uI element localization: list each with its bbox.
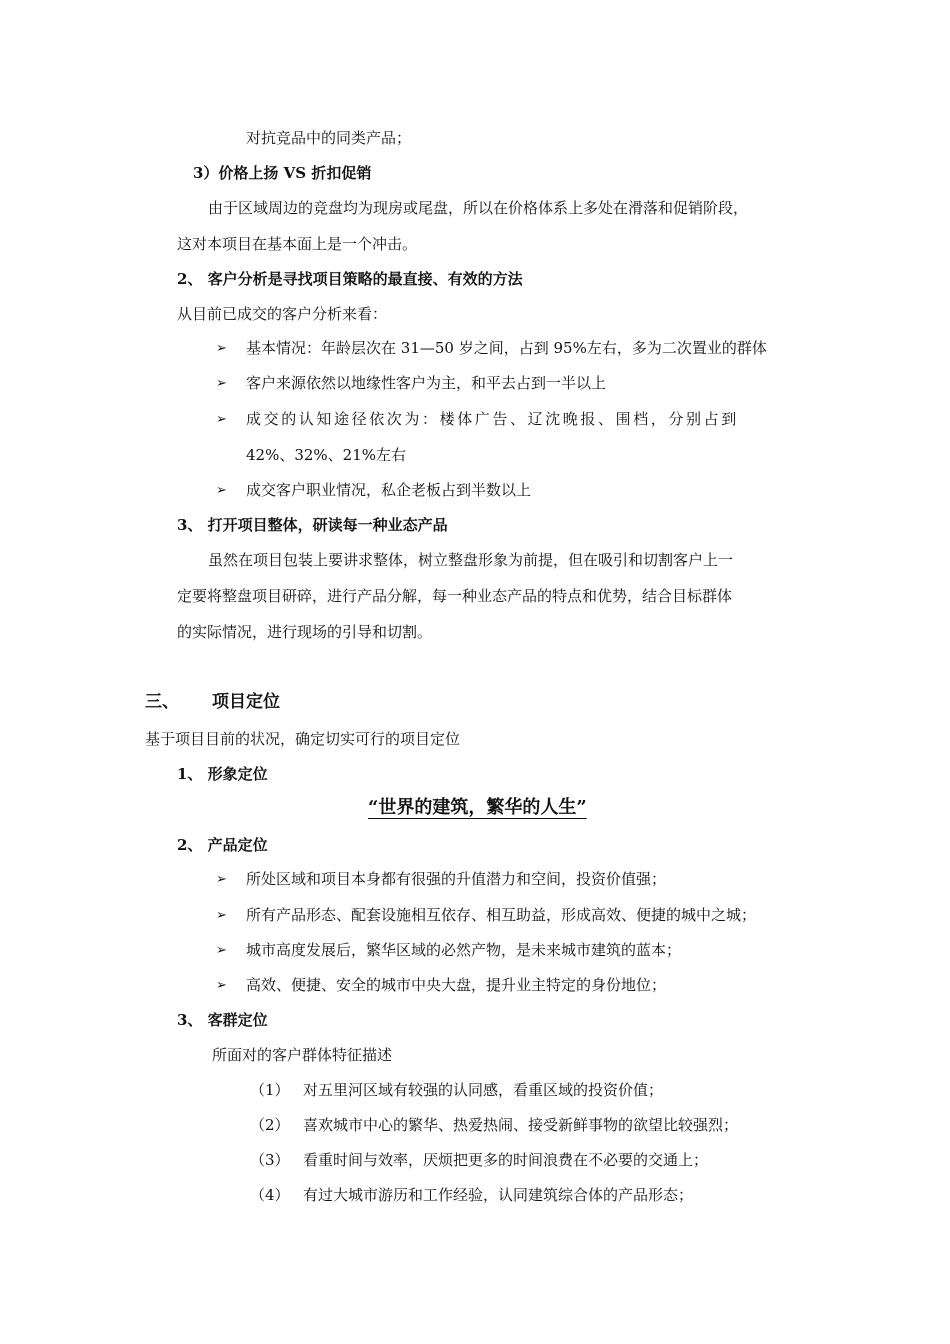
section-heading-2: 2、 客户分析是寻找项目策略的最直接、有效的方法 bbox=[177, 270, 523, 288]
list-item: 高效、便捷、安全的城市中央大盘，提升业主特定的身份地位； bbox=[246, 976, 667, 994]
paragraph-text: 基于项目目前的状况，确定切实可行的项目定位 bbox=[145, 730, 461, 748]
list-item: 对五里河区域有较强的认同感，看重区域的投资价值； bbox=[303, 1081, 664, 1099]
list-item-number: （1） bbox=[250, 1081, 290, 1099]
subheading-image: 1、 形象定位 bbox=[177, 765, 268, 783]
arrow-bullet-icon: ➢ bbox=[216, 412, 227, 427]
paragraph-text: 所面对的客户群体特征描述 bbox=[212, 1046, 393, 1064]
list-item: 成交的认知途径依次为：楼体广告、辽沈晚报、围档，分别占到 bbox=[246, 410, 739, 428]
section-title: 项目定位 bbox=[212, 692, 280, 712]
list-item: 客户来源依然以地缘性客户为主，和平去占到一半以上 bbox=[246, 374, 607, 392]
paragraph-text: 由于区域周边的竞盘均为现房或尾盘，所以在价格体系上多处在滑落和促销阶段， bbox=[208, 199, 749, 217]
list-item: 所处区域和项目本身都有很强的升值潜力和空间，投资价值强； bbox=[246, 870, 667, 888]
paragraph-text: 虽然在项目包装上要讲求整体，树立整盘形象为前提，但在吸引和切割客户上一 bbox=[208, 551, 734, 569]
list-item: 基本情况：年龄层次在 31—50 岁之间，占到 95%左右，多为二次置业的群体 bbox=[246, 339, 767, 357]
section-number: 三、 bbox=[145, 692, 179, 712]
paragraph-text: 定要将整盘项目研碎，进行产品分解，每一种业态产品的特点和优势，结合目标群体 bbox=[177, 587, 733, 605]
subheading-group: 3、 客群定位 bbox=[177, 1011, 268, 1029]
arrow-bullet-icon: ➢ bbox=[216, 943, 227, 958]
list-item-number: （4） bbox=[250, 1186, 290, 1204]
arrow-bullet-icon: ➢ bbox=[216, 376, 227, 391]
list-item-continuation: 42%、32%、21%左右 bbox=[246, 446, 407, 464]
list-item: 所有产品形态、配套设施相互依存、相互助益，形成高效、便捷的城中之城； bbox=[246, 906, 757, 924]
paragraph-text: 这对本项目在基本面上是一个冲击。 bbox=[177, 235, 418, 253]
paragraph-text: 的实际情况，进行现场的引导和切割。 bbox=[177, 623, 433, 641]
arrow-bullet-icon: ➢ bbox=[216, 341, 227, 356]
list-item: 有过大城市游历和工作经验，认同建筑综合体的产品形态； bbox=[303, 1186, 694, 1204]
slogan: “世界的建筑，繁华的人生” bbox=[368, 797, 587, 818]
list-item-number: （2） bbox=[250, 1116, 290, 1134]
arrow-bullet-icon: ➢ bbox=[216, 872, 227, 887]
list-item: 喜欢城市中心的繁华、热爱热闹、接受新鲜事物的欲望比较强烈； bbox=[303, 1116, 739, 1134]
list-item: 成交客户职业情况，私企老板占到半数以上 bbox=[246, 481, 532, 499]
subheading-price: 3）价格上扬 VS 折扣促销 bbox=[193, 164, 372, 182]
list-item: 城市高度发展后，繁华区域的必然产物，是未来城市建筑的蓝本； bbox=[246, 941, 682, 959]
subheading-product: 2、 产品定位 bbox=[177, 836, 268, 854]
arrow-bullet-icon: ➢ bbox=[216, 978, 227, 993]
section-heading-3: 3、 打开项目整体，研读每一种业态产品 bbox=[177, 516, 448, 534]
paragraph-text: 从目前已成交的客户分析来看： bbox=[177, 305, 388, 323]
paragraph-text: 对抗竞品中的同类产品； bbox=[246, 129, 412, 147]
list-item-number: （3） bbox=[250, 1151, 290, 1169]
list-item: 看重时间与效率，厌烦把更多的时间浪费在不必要的交通上； bbox=[303, 1151, 709, 1169]
arrow-bullet-icon: ➢ bbox=[216, 483, 227, 498]
arrow-bullet-icon: ➢ bbox=[216, 908, 227, 923]
